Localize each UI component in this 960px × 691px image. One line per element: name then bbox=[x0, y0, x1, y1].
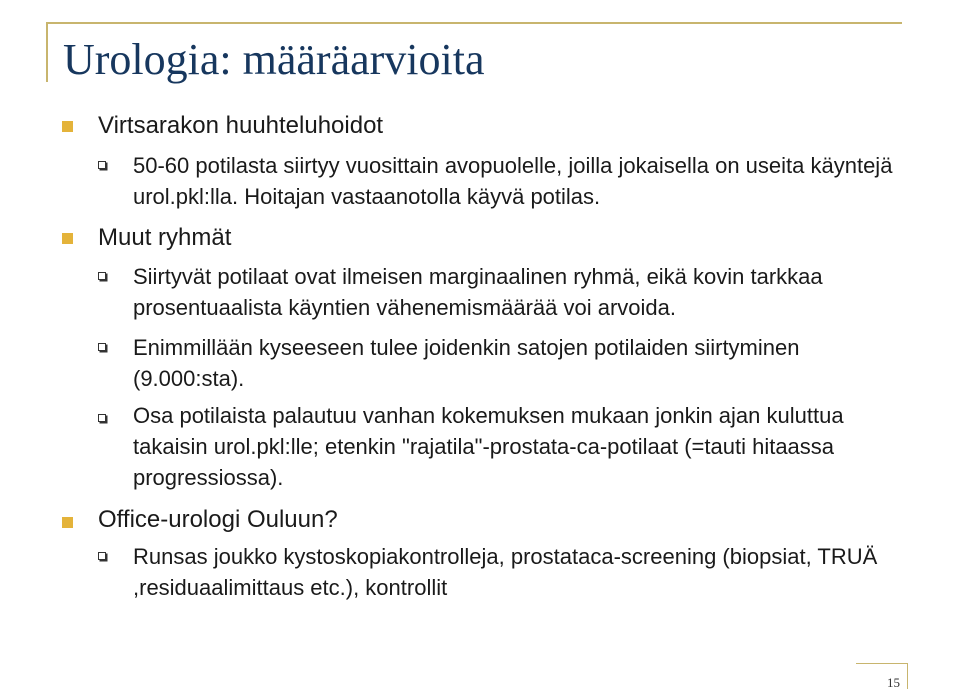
list-item: Runsas joukko kystoskopiakontrolleja, prostataca-screening (biopsiat, TRUÄ ,residuaalimittaus etc.), kontrollit bbox=[133, 544, 878, 600]
checkbox-bullet-icon bbox=[98, 414, 106, 422]
list-item: Siirtyvät potilaat ovat ilmeisen marginaalinen ryhmä, eikä kovin tarkkaa prosentuaalista käyntien vähenemismäärää voi arvoida. bbox=[133, 264, 823, 320]
section-heading: Office-urologi Ouluun? bbox=[98, 506, 338, 533]
page-number: 15 bbox=[887, 675, 900, 690]
checkbox-bullet-icon bbox=[98, 343, 106, 351]
checkbox-bullet-icon bbox=[98, 552, 106, 560]
list-item: Osa potilaista palautuu vanhan kokemuksen mukaan jonkin ajan kuluttua takaisin urol.pkl:lle; etenkin "rajatila"-prostata-ca-potilaat (=tauti hitaassa progressiossa). bbox=[133, 403, 844, 490]
section-heading: Muut ryhmät bbox=[98, 224, 232, 251]
square-bullet-icon bbox=[62, 121, 73, 132]
square-bullet-icon bbox=[62, 517, 73, 528]
list-item: Enimmillään kyseeseen tulee joidenkin satojen potilaiden siirtyminen (9.000:sta). bbox=[133, 335, 800, 391]
section-heading: Virtsarakon huuhteluhoidot bbox=[98, 112, 384, 139]
square-bullet-icon bbox=[62, 233, 73, 244]
list-item: 50-60 potilasta siirtyy vuosittain avopuolelle, joilla jokaisella on useita käyntejä urol.pkl:lla. Hoitajan vastaanotolla käyvä potilas. bbox=[133, 153, 893, 209]
frame-bottom-rule bbox=[856, 663, 908, 664]
checkbox-bullet-icon bbox=[98, 161, 106, 169]
slide-title: Urologia: määräarvioita bbox=[63, 35, 485, 84]
frame-right-rule bbox=[907, 663, 908, 689]
checkbox-bullet-icon bbox=[98, 272, 106, 280]
